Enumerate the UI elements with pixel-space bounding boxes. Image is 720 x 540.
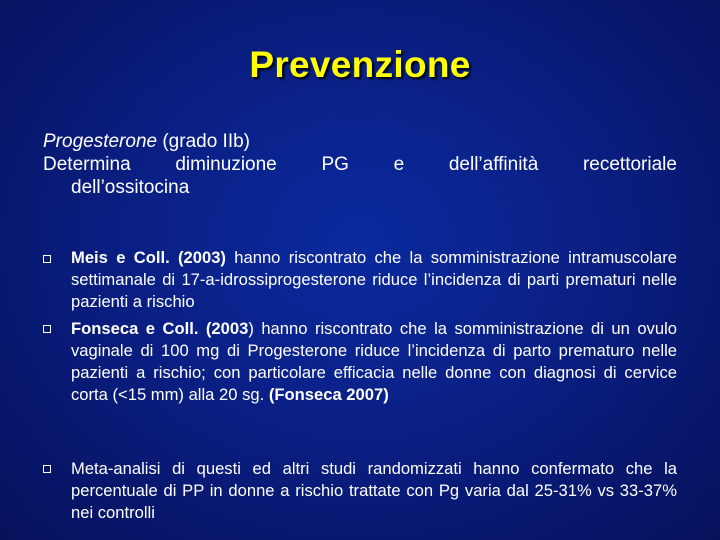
intro-word: recettoriale <box>582 154 677 175</box>
intro-subject: Progesterone <box>43 131 158 152</box>
bullet-text <box>71 247 677 313</box>
square-bullet-icon <box>43 465 51 473</box>
intro-word: e <box>393 154 405 175</box>
bullet-bold-tail: (Fonseca 2007) <box>268 385 389 404</box>
bullet-body: ) hanno riscontrato che la somministrazione di un ovulo vaginale di 100 mg di Progesterone riduce l’incidenza di parto prematuro nelle pazienti a rischio; con particolare efficacia nelle donne con diagnosi di cervice corta (<15 mm) alla 20 sg. <box>71 319 677 404</box>
intro-word: Determina <box>43 154 131 175</box>
bullet-text: Meta-analisi di questi ed altri studi randomizzati hanno confermato che la percentuale di PP in donne a rischio trattate con Pg varia dal 25-31% vs 33-37% nei controlli <box>71 459 677 522</box>
square-bullet-icon <box>43 255 51 263</box>
bullet-body: hanno riscontrato che la somministrazione intramuscolare settimanale di 17-a-idrossiprogesterone riduce l’incidenza di parti prematuri nelle pazienti a rischio <box>71 248 677 311</box>
intro-grade: (grado IIb) <box>157 131 251 152</box>
intro-word: dell’affinità <box>448 154 539 175</box>
intro-word: diminuzione <box>175 154 277 175</box>
bullet-bold-lead: Fonseca e Coll. (2003 <box>71 319 249 338</box>
intro-line-1 <box>43 130 677 153</box>
bullet-text <box>71 318 677 406</box>
intro-word: PG <box>321 154 349 175</box>
square-bullet-icon <box>43 325 51 333</box>
intro-line-3: dell’ossitocina <box>71 177 190 198</box>
bullet-bold-lead: Meis e Coll. (2003) <box>71 248 226 267</box>
intro-block <box>43 130 677 199</box>
slide-title: Prevenzione <box>249 44 471 85</box>
intro-line-2 <box>43 153 677 176</box>
